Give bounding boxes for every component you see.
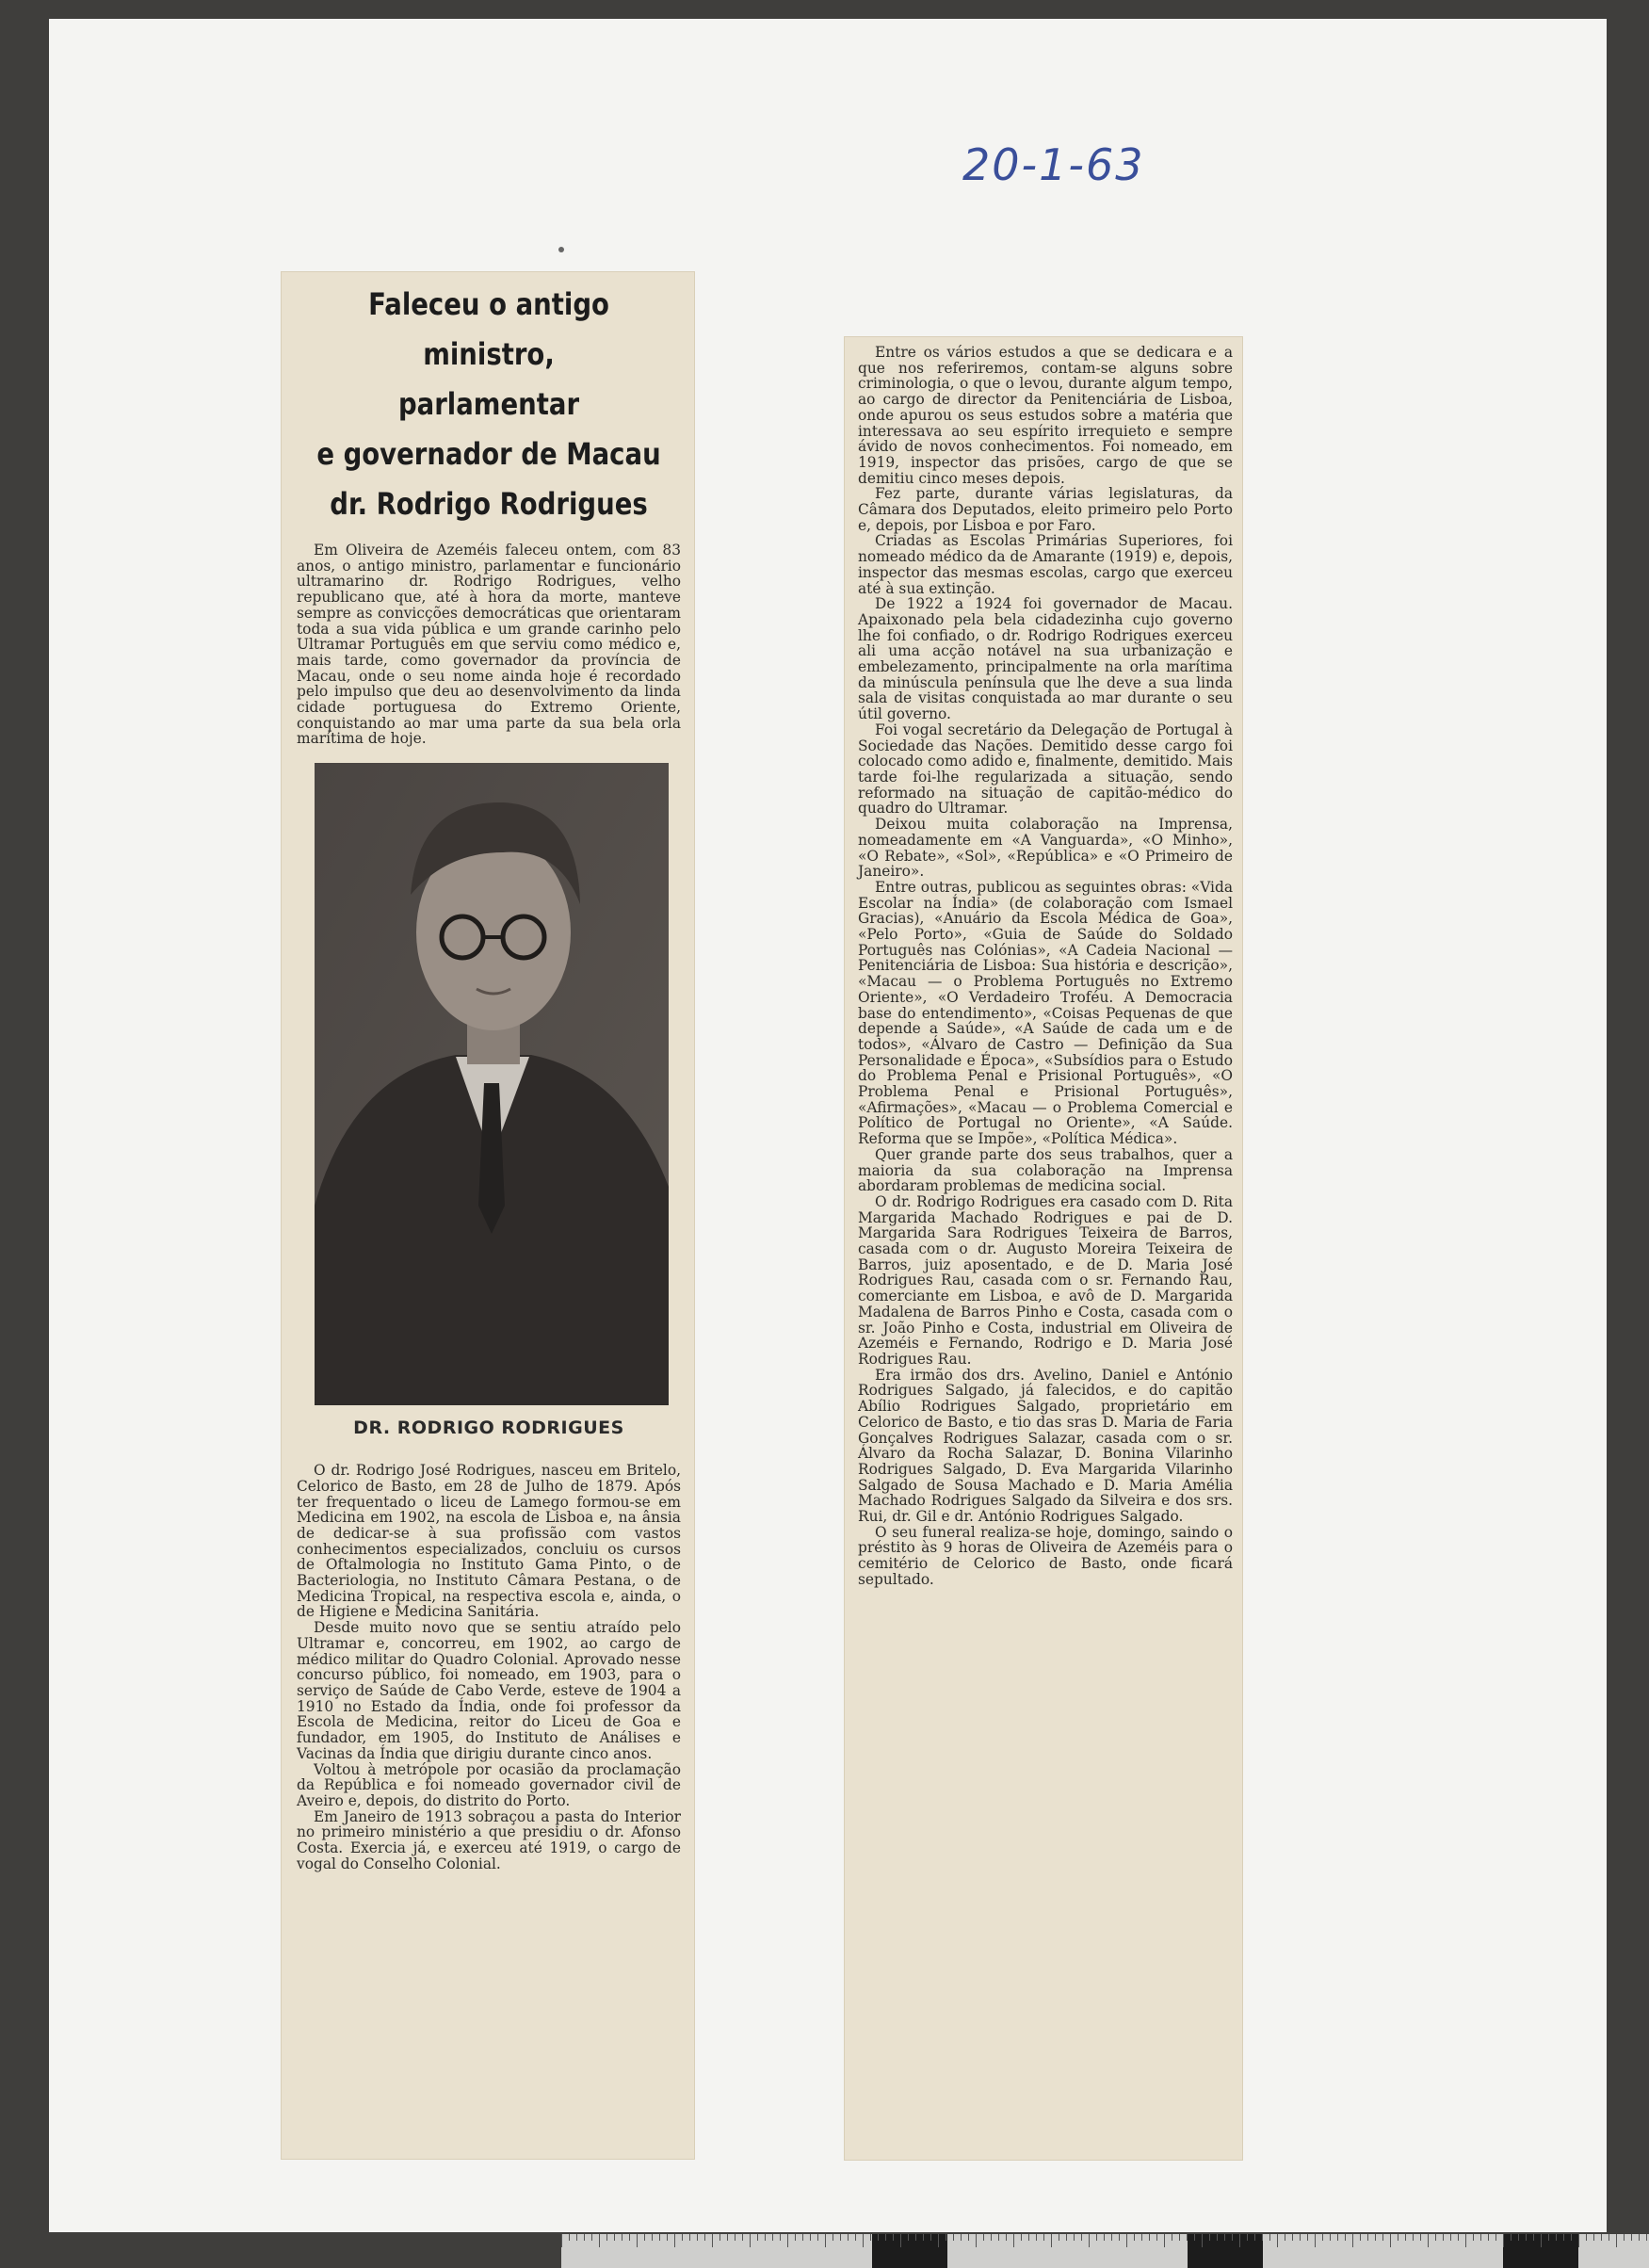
ruler-tick xyxy=(855,2234,856,2241)
ruler-tick xyxy=(1601,2234,1602,2241)
ruler-tick xyxy=(561,2234,562,2247)
ruler-tick xyxy=(1126,2234,1127,2247)
ruler-tick xyxy=(1330,2234,1331,2241)
ruler-tick xyxy=(893,2234,894,2241)
ruler-tick xyxy=(983,2234,984,2241)
ruler-tick xyxy=(667,2234,668,2241)
ruler-tick xyxy=(735,2234,736,2241)
ruler-tick xyxy=(1345,2234,1346,2241)
ruler-tick xyxy=(1639,2234,1640,2241)
ruler-tick xyxy=(840,2234,841,2241)
ruler-tick xyxy=(1624,2234,1625,2241)
ruler-tick xyxy=(991,2234,992,2241)
ruler-tick xyxy=(1089,2234,1090,2247)
ruler-tick xyxy=(757,2234,758,2241)
ruler-tick xyxy=(1533,2234,1534,2241)
ruler-tick xyxy=(1096,2234,1097,2241)
ruler-tick xyxy=(1224,2234,1225,2241)
ruler-tick xyxy=(1141,2234,1142,2241)
ruler-tick xyxy=(614,2234,615,2241)
body-paragraph: Em Janeiro de 1913 sobraçou a pasta do Interior no primeiro ministério a que presidiu o dr. Afonso Costa. Exercia já, e exerceu até 1919, o cargo de vogal do Conselho Colonial. xyxy=(297,1807,681,1872)
ruler-tick xyxy=(1593,2234,1594,2241)
ruler-tick xyxy=(900,2234,901,2247)
ruler-tick xyxy=(817,2234,818,2241)
ruler-tick xyxy=(848,2234,849,2241)
ruler-tick xyxy=(1556,2234,1557,2241)
ruler-tick xyxy=(1292,2234,1293,2241)
ruler-tick xyxy=(1405,2234,1406,2241)
ruler-tick xyxy=(1480,2234,1481,2241)
ruler-tick xyxy=(1586,2234,1587,2241)
ruler-tick xyxy=(704,2234,705,2241)
ruler-tick xyxy=(1111,2234,1112,2241)
body-paragraph: Foi vogal secretário da Delegação de Portugal à Sociedade das Nações. Demitido desse cargo foi colocado como adido e, finalmente, demitido. Mais tarde foi-lhe regularizada a situação, sendo reformado na situação de capitão-médico do quadro do Ultramar. xyxy=(858,721,1233,818)
ruler-tick xyxy=(1375,2234,1376,2241)
ruler-tick xyxy=(1179,2234,1180,2241)
ruler-tick xyxy=(576,2234,577,2241)
ruler-tick xyxy=(1352,2234,1353,2247)
ruler-tick xyxy=(750,2234,751,2247)
ruler-tick xyxy=(953,2234,954,2241)
ruler-tick xyxy=(878,2234,879,2241)
ruler-tick xyxy=(569,2234,570,2241)
ruler-tick xyxy=(1495,2234,1496,2241)
ruler-tick xyxy=(1043,2234,1044,2241)
ruler-tick xyxy=(1488,2234,1489,2241)
ruler-tick xyxy=(1239,2234,1240,2247)
ruler-tick xyxy=(1337,2234,1338,2241)
ruler-tick xyxy=(1420,2234,1421,2241)
ruler-tick xyxy=(1646,2234,1647,2241)
ruler-tick xyxy=(1202,2234,1203,2247)
ruler-tick xyxy=(1028,2234,1029,2241)
ruler-tick xyxy=(976,2234,977,2247)
headline-line: dr. Rodrigo Rodrigues xyxy=(330,486,648,522)
ruler-tick xyxy=(1164,2234,1165,2247)
ruler-tick xyxy=(606,2234,607,2241)
ruler-tick xyxy=(1277,2234,1278,2247)
body-paragraph: Quer grande parte dos seus trabalhos, quer a maioria da sua colaboração na Imprensa abordaram problemas de medicina social. xyxy=(858,1145,1233,1195)
body-paragraph: O dr. Rodrigo Rodrigues era casado com D. Rita Margarida Machado Rodrigues e pai de D. Margarida Sara Rodrigues Teixeira de Barros, casada com o dr. Augusto Moreira Teixeira de Barros, juiz aposentado, e de D. Maria José Rodrigues Rau, casada com o sr. Fernando Rau, comerciante em Lisboa, e avô de D. Margarida Madalena de Barros Pinho e Costa, casada com o sr. João Pinho e Costa, industrial em Oliveira de Azeméis e Fernando, Rodrigo e D. Maria José Rodrigues Rau. xyxy=(858,1192,1233,1368)
scale-ruler xyxy=(561,2234,1649,2268)
ruler-tick xyxy=(659,2234,660,2241)
ruler-tick xyxy=(1541,2234,1542,2247)
ruler-tick xyxy=(1006,2234,1007,2241)
ruler-tick xyxy=(1511,2234,1512,2241)
ruler-tick xyxy=(998,2234,999,2241)
ruler-tick xyxy=(1074,2234,1075,2241)
ruler-tick xyxy=(1307,2234,1308,2241)
intro-paragraph: Em Oliveira de Azeméis faleceu ontem, com 83 anos, o antigo ministro, parlamentar e funcionário ultramarino dr. Rodrigo Rodrigues, velho republicano que, até à hora da morte, manteve sempre as convicções democráticas que orientaram toda a sua vida pública e um grande carinho pelo Ultramar Português em que serviu como médico e, mais tarde, como governador da província de Macau, onde o seu nome ainda hoje é recordado pelo impulso que deu ao desenvolvimento da linda cidade portuguesa do Extremo Oriente, conquistando ao mar uma parte da sua bela orla marítima de hoje. xyxy=(297,542,681,748)
ruler-tick xyxy=(1104,2234,1105,2241)
ruler-tick xyxy=(1435,2234,1436,2241)
ruler-tick xyxy=(1209,2234,1210,2241)
ruler-tick xyxy=(1232,2234,1233,2241)
ruler-tick xyxy=(772,2234,773,2241)
ruler-tick xyxy=(885,2234,886,2241)
ruler-tick xyxy=(1631,2234,1632,2241)
ruler-tick xyxy=(1360,2234,1361,2241)
ruler-tick xyxy=(1465,2234,1466,2247)
ruler-tick xyxy=(1413,2234,1414,2241)
ruler-tick xyxy=(1315,2234,1316,2247)
headline-line: Faleceu o antigo ministro, xyxy=(368,286,609,372)
paper-speck xyxy=(558,247,564,252)
ruler-tick xyxy=(1013,2234,1014,2247)
ruler-tick xyxy=(637,2234,638,2247)
ruler-tick xyxy=(1036,2234,1037,2241)
handwritten-date: 20-1-63 xyxy=(962,139,1145,190)
ruler-tick xyxy=(780,2234,781,2241)
ruler-tick xyxy=(1156,2234,1157,2241)
body-paragraph: Entre os vários estudos a que se dedicara e a que nos referiremos, contam-se alguns sobre criminologia, o que o levou, durante algum tempo, ao cargo de director da Penitenciária de Lisboa, onde apurou os seus estudos sobre a matéria que interessava ao seu espírito irrequieto e sempre ávido de novos conhecimentos. Foi nomeado, em 1919, inspector das prisões, cargo de que se demitiu cinco meses depois. xyxy=(858,344,1233,487)
body-paragraph: O dr. Rodrigo José Rodrigues, nasceu em Britelo, Celorico de Basto, em 28 de Julho de 1879. Após ter frequentado o liceu de Lamego formou-se em Medicina em 1902, na escola de Lisboa e, na ânsia de dedicar-se à sua profissão com vastos conhecimentos especializados, concluiu os cursos de Oftalmologia no Instituto Gama Pinto, o de Bacteriologia, no Instituto Câmara Pestana, o de Medicina Tropical, na respectiva escola e, ainda, o de Higiene e Medicina Sanitária. xyxy=(297,1462,681,1621)
ruler-tick xyxy=(915,2234,916,2241)
ruler-tick xyxy=(1578,2234,1579,2247)
ruler-tick xyxy=(1269,2234,1270,2241)
headline-line: e governador de Macau xyxy=(316,436,661,472)
ruler-tick xyxy=(1300,2234,1301,2241)
body-paragraph: Criadas as Escolas Primárias Superiores, foi nomeado médico da de Amarante (1919) e, depois, inspector das mesmas escolas, cargo que exerceu até à sua extinção. xyxy=(858,532,1233,597)
photo-caption: DR. RODRIGO RODRIGUES xyxy=(353,1418,624,1439)
ruler-tick xyxy=(629,2234,630,2241)
ruler-tick xyxy=(1066,2234,1067,2241)
body-paragraph: Desde muito novo que se sentiu atraído pelo Ultramar e, concorreu, em 1902, ao cargo de médico militar do Quadro Colonial. Aprovado nesse concurso público, foi nomeado, em 1903, para o serviço de Saúde de Cabo Verde, esteve de 1904 a 1910 no Estado da Índia, onde foi professor da Escola de Medicina, reitor do Liceu de Goa e fundador, em 1905, do Instituto de Análises e Vacinas da Índia que dirigiu durante cinco anos. xyxy=(297,1619,681,1762)
ruler-tick xyxy=(599,2234,600,2247)
portrait-photo xyxy=(315,763,669,1405)
ruler-tick xyxy=(1119,2234,1120,2241)
ruler-tick xyxy=(712,2234,713,2247)
ruler-tick xyxy=(727,2234,728,2241)
ruler-tick xyxy=(1247,2234,1248,2241)
ruler-tick xyxy=(689,2234,690,2241)
ruler-tick xyxy=(719,2234,720,2241)
ruler-tick xyxy=(1262,2234,1263,2241)
ruler-tick xyxy=(1503,2234,1504,2247)
body-paragraph: Deixou muita colaboração na Imprensa, nomeadamente em «A Vanguarda», «O Minho», «O Rebate», «Sol», «República» e «O Primeiro de Janeiro». xyxy=(858,816,1233,881)
ruler-tick xyxy=(1187,2234,1188,2241)
ruler-tick xyxy=(1134,2234,1135,2241)
ruler-tick xyxy=(697,2234,698,2241)
body-paragraph: Fez parte, durante várias legislaturas, da Câmara dos Deputados, eleito primeiro pelo Porto e, depois, por Lisboa e por Faro. xyxy=(858,485,1233,534)
ruler-tick xyxy=(787,2234,788,2247)
ruler-tick xyxy=(652,2234,653,2241)
ruler-tick xyxy=(1149,2234,1150,2241)
ruler-tick xyxy=(825,2234,826,2247)
body-paragraph: Voltou à metrópole por ocasião da proclamação da República e foi nomeado governador civil de Aveiro e, depois, do distrito do Porto. xyxy=(297,1760,681,1809)
ruler-tick xyxy=(1217,2234,1218,2241)
ruler-tick xyxy=(1443,2234,1444,2241)
ruler-tick xyxy=(1548,2234,1549,2241)
portrait-illustration xyxy=(315,763,669,1405)
ruler-tick xyxy=(1616,2234,1617,2247)
ruler-block xyxy=(1188,2234,1263,2268)
body-paragraph: Entre outras, publicou as seguintes obras: «Vida Escolar na Índia» (de colaboração com Ismael Gracias), «Anuário da Escola Médica de Goa», «Pelo Porto», «Guia de Saúde do Soldado Português nas Colónias», «A Cadeia Nacional — Penitenciária de Lisboa: Sua história e descrição», «Macau — o Problema Português no Extremo Oriente», «O Verdadeiro Troféu. A Democracia base do entendimento», «Coisas Pequenas de que depende a Saúde», «A Saúde de cada um e de todos», «Álvaro de Castro — Definição da Sua Personalidade e Época», «Subsídios para o Estudo do Problema Penal e Prisional Português», «O Problema Penal e Prisional Português», «Afirmações», «Macau — o Problema Comercial e Político de Portugal no Oriente», «A Saúde. Reforma que se Impõe», «Política Médica». xyxy=(858,878,1233,1148)
left-clipping xyxy=(281,271,695,2160)
ruler-tick xyxy=(1450,2234,1451,2241)
body-paragraph: O seu funeral realiza-se hoje, domingo, saindo o préstito às 9 horas de Oliveira de Azeméis para o cemitério de Celorico de Basto, onde ficará sepultado. xyxy=(858,1523,1233,1588)
ruler-tick xyxy=(644,2234,645,2241)
ruler-tick xyxy=(1390,2234,1391,2247)
ruler-tick xyxy=(1563,2234,1564,2241)
ruler-tick xyxy=(802,2234,803,2241)
headline-line: parlamentar xyxy=(397,386,580,422)
ruler-tick xyxy=(591,2234,592,2241)
body-paragraph: Era irmão dos drs. Avelino, Daniel e António Rodrigues Salgado, já falecidos, e do capitão Abílio Rodrigues Salgado, proprietário em Celorico de Basto, e tio das sras D. Maria de Faria Gonçalves Rodrigues Salazar, casada com o sr. Álvaro da Rocha Salazar, D. Bonina Vilarinho Rodrigues Salgado, D. Eva Margarida Vilarinho Salgado de Sousa Machado e D. Maria Amélia Machado Rodrigues Salgado da Silveira e dos srs. Rui, dr. Gil e dr. António Rodrigues Salgado. xyxy=(858,1366,1233,1526)
ruler-tick xyxy=(682,2234,683,2241)
ruler-tick xyxy=(1458,2234,1459,2241)
headline xyxy=(300,280,676,529)
ruler-tick xyxy=(930,2234,931,2241)
ruler-tick xyxy=(863,2234,864,2247)
ruler-tick xyxy=(938,2234,939,2247)
right-clipping xyxy=(844,336,1243,2161)
ruler-tick xyxy=(870,2234,871,2241)
ruler-block xyxy=(872,2234,947,2268)
ruler-tick xyxy=(1367,2234,1368,2241)
ruler-tick xyxy=(742,2234,743,2241)
ruler-tick xyxy=(1194,2234,1195,2241)
ruler-tick xyxy=(961,2234,962,2241)
ruler-tick xyxy=(1518,2234,1519,2241)
body-paragraph: De 1922 a 1924 foi governador de Macau. Apaixonado pela bela cidadezinha cujo governo lhe foi confiado, o dr. Rodrigo Rodrigues exerceu ali uma acção notável na sua urbanização e embelezamento, principalmente na orla marítima da minúscula península que lhe deve a sua linda sala de visitas conquistada ao mar durante o seu útil governo. xyxy=(858,595,1233,723)
ruler-tick xyxy=(810,2234,811,2241)
ruler-tick xyxy=(1382,2234,1383,2241)
ruler-tick xyxy=(1526,2234,1527,2241)
ruler-tick xyxy=(1254,2234,1255,2241)
ruler-tick xyxy=(1051,2234,1052,2247)
ruler-tick xyxy=(1473,2234,1474,2241)
ruler-tick xyxy=(674,2234,675,2247)
ruler-tick xyxy=(1322,2234,1323,2241)
ruler-tick xyxy=(1021,2234,1022,2241)
ruler-tick xyxy=(1428,2234,1429,2247)
ruler-tick xyxy=(968,2234,969,2241)
ruler-tick xyxy=(584,2234,585,2241)
ruler-tick xyxy=(765,2234,766,2241)
ruler-tick xyxy=(923,2234,924,2241)
ruler-tick xyxy=(908,2234,909,2241)
ruler-tick xyxy=(795,2234,796,2241)
ruler-tick xyxy=(1571,2234,1572,2241)
ruler-tick xyxy=(1081,2234,1082,2241)
